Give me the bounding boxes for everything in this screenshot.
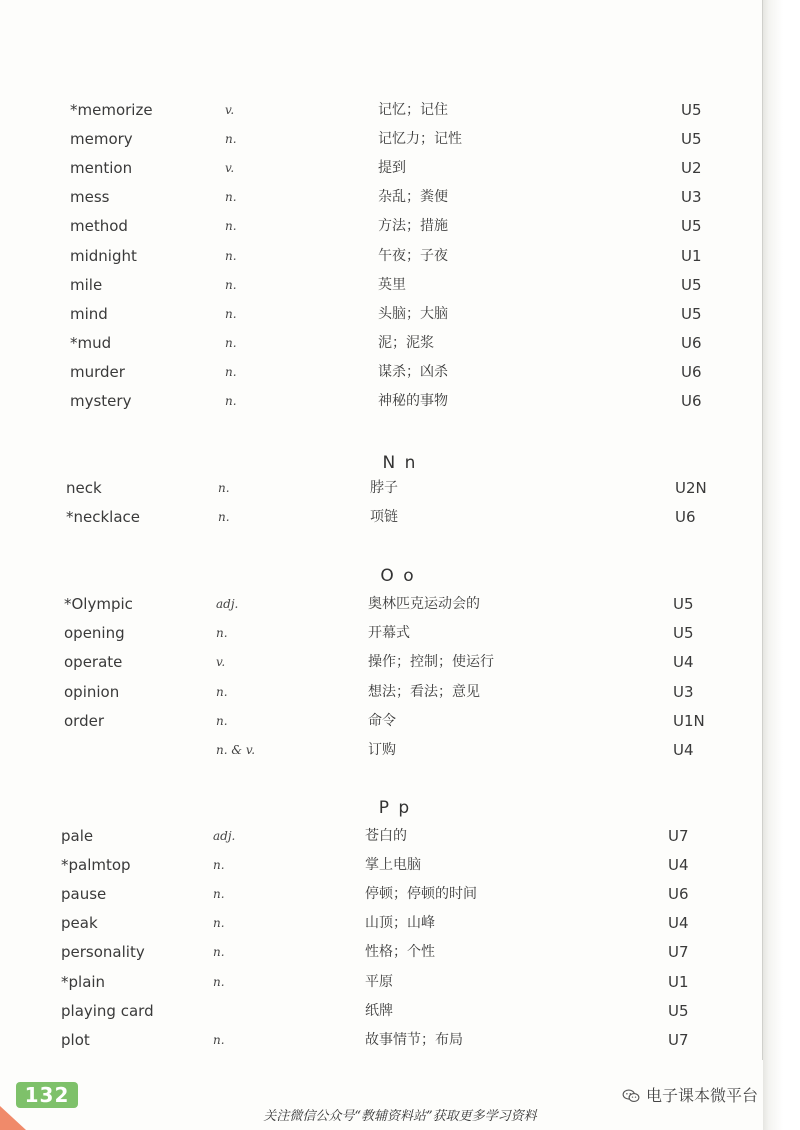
entry-part-of-speech: n.: [216, 626, 228, 641]
entry-unit: U4: [668, 856, 689, 875]
glossary-entry: [0, 301, 763, 327]
watermark-text: 电子课本微平台: [646, 1086, 759, 1105]
glossary-entry: [0, 620, 763, 646]
glossary-entry: [0, 910, 763, 936]
entry-meaning: 泥；泥浆: [378, 334, 434, 351]
entry-unit: U6: [668, 885, 689, 904]
entry-meaning: 掌上电脑: [365, 857, 421, 874]
entry-unit: U5: [681, 304, 702, 323]
entry-unit: U2: [681, 159, 702, 178]
entry-meaning: 记忆；记住: [378, 102, 448, 118]
entry-word: *necklace: [66, 508, 141, 526]
entry-unit: U6: [681, 333, 702, 352]
entry-unit: U5: [681, 130, 702, 149]
glossary-entry: [0, 881, 763, 907]
entry-unit: U2N: [675, 479, 707, 497]
page-number: 132: [16, 1082, 78, 1108]
entry-part-of-speech: n.: [225, 394, 237, 408]
entry-unit: U6: [681, 392, 702, 410]
glossary-entry: [0, 679, 763, 705]
entry-meaning: 性格；个性: [365, 944, 435, 961]
entry-part-of-speech: v.: [225, 161, 235, 176]
entry-part-of-speech: n.: [213, 974, 225, 989]
entry-unit: U7: [668, 943, 689, 962]
glossary-entry: [0, 969, 763, 995]
entry-word: playing card: [61, 1001, 154, 1020]
entry-meaning: 提到: [378, 160, 406, 177]
entry-unit: U5: [668, 1001, 689, 1020]
glossary-entry: [0, 737, 763, 763]
wechat-icon: [622, 1087, 640, 1105]
glossary-entry: [0, 213, 763, 239]
entry-unit: U5: [681, 275, 702, 294]
entry-unit: U5: [681, 217, 702, 236]
entry-part-of-speech: n.: [216, 713, 228, 728]
entry-word: opinion: [64, 682, 120, 701]
glossary-entry: [0, 823, 763, 849]
entry-meaning: 订购: [368, 742, 396, 758]
entry-word: mind: [70, 304, 108, 323]
entry-part-of-speech: n.: [225, 364, 237, 379]
entry-meaning: 项链: [370, 509, 398, 525]
entry-word: midnight: [70, 246, 137, 265]
entry-part-of-speech: n.: [225, 190, 237, 205]
entry-word: operate: [64, 653, 123, 672]
entry-part-of-speech: v.: [216, 655, 226, 670]
entry-meaning: 谋杀；凶杀: [378, 363, 448, 380]
entry-unit: U4: [668, 914, 689, 933]
entry-meaning: 杂乱；粪便: [378, 189, 448, 206]
entry-meaning: 故事情节；布局: [365, 1031, 463, 1048]
entry-meaning: 方法；措施: [378, 218, 448, 235]
section-heading: O o: [380, 566, 416, 586]
entry-meaning: 神秘的事物: [378, 393, 448, 409]
glossary-entry: [0, 155, 763, 181]
entry-part-of-speech: n.: [225, 132, 237, 147]
entry-unit: U3: [681, 188, 702, 207]
entry-meaning: 操作；控制；使运行: [368, 654, 494, 671]
entry-part-of-speech: n.: [225, 219, 237, 234]
glossary-entry: [0, 388, 763, 414]
entry-meaning: 平原: [365, 973, 393, 990]
entry-meaning: 命令: [368, 712, 396, 729]
entry-part-of-speech: n.: [218, 481, 230, 495]
entry-unit: U1N: [673, 711, 705, 730]
entry-word: peak: [61, 914, 98, 933]
entry-part-of-speech: n.: [213, 1032, 225, 1047]
glossary-entry: [0, 649, 763, 675]
entry-part-of-speech: n.: [213, 945, 225, 960]
entry-unit: U5: [673, 595, 694, 613]
entry-meaning: 奥林匹克运动会的: [368, 596, 480, 612]
entry-unit: U6: [675, 508, 696, 526]
watermark: [622, 1085, 758, 1107]
entry-meaning: 开幕式: [368, 625, 410, 642]
glossary-entry: [0, 1027, 763, 1053]
entry-meaning: 纸牌: [365, 1002, 393, 1019]
entry-word: neck: [66, 479, 102, 497]
entry-unit: U7: [668, 1030, 689, 1049]
glossary-entry: [0, 126, 763, 152]
page-spine-shadow: [763, 0, 800, 1130]
entry-part-of-speech: n.: [225, 277, 237, 292]
entry-meaning: 头脑；大脑: [378, 305, 448, 322]
entry-word: murder: [70, 362, 125, 381]
entry-meaning: 山顶；山峰: [365, 915, 435, 932]
entry-part-of-speech: n.: [225, 306, 237, 321]
glossary-entry: [0, 708, 763, 734]
entry-part-of-speech: n.: [225, 335, 237, 350]
entry-unit: U6: [681, 362, 702, 381]
entry-word: mile: [70, 275, 103, 294]
entry-part-of-speech: n.: [213, 916, 225, 931]
entry-word: order: [64, 711, 104, 730]
section-heading: P p: [378, 798, 412, 818]
entry-unit: U1: [681, 246, 702, 265]
entry-meaning: 英里: [378, 276, 406, 293]
entry-word: personality: [61, 943, 145, 962]
entry-part-of-speech: n.: [225, 248, 237, 263]
glossary-entry: [0, 97, 763, 123]
glossary-entry: [0, 359, 763, 385]
entry-unit: U5: [673, 624, 694, 643]
entry-word: plot: [61, 1030, 90, 1049]
entry-word: *palmtop: [61, 856, 131, 875]
glossary-entry: [0, 243, 763, 269]
entry-part-of-speech: n.: [213, 858, 225, 873]
entry-word: method: [70, 217, 128, 236]
entry-unit: U7: [668, 827, 689, 845]
entry-word: *mud: [70, 333, 112, 352]
entry-unit: U1: [668, 972, 689, 991]
entry-word: pause: [61, 885, 107, 904]
entry-part-of-speech: n.: [216, 684, 228, 699]
entry-word: *Olympic: [64, 595, 133, 613]
glossary-entry: [0, 591, 763, 617]
entry-word: opening: [64, 624, 125, 643]
entry-part-of-speech: adj.: [216, 597, 239, 611]
glossary-entry: [0, 330, 763, 356]
entry-meaning: 苍白的: [365, 828, 407, 844]
entry-unit: U4: [673, 741, 694, 759]
entry-word: *plain: [61, 972, 106, 991]
glossary-entry: [0, 504, 763, 530]
entry-part-of-speech: n. & v.: [216, 743, 256, 757]
glossary-entry: [0, 852, 763, 878]
entry-word: mystery: [70, 392, 132, 410]
entry-word: pale: [61, 827, 94, 845]
entry-part-of-speech: adj.: [213, 829, 236, 843]
entry-meaning: 午夜；子夜: [378, 247, 448, 264]
glossary-entry: [0, 998, 763, 1024]
entry-unit: U3: [673, 682, 694, 701]
entry-unit: U4: [673, 653, 694, 672]
entry-meaning: 脖子: [370, 480, 398, 496]
section-heading: N n: [382, 453, 418, 473]
entry-part-of-speech: n.: [213, 887, 225, 902]
entry-meaning: 想法；看法；意见: [368, 683, 480, 700]
entry-unit: U5: [681, 101, 702, 119]
footer-note: 关注微信公众号“教辅资料站”获取更多学习资料: [263, 1109, 537, 1124]
entry-meaning: 停顿；停顿的时间: [365, 886, 477, 903]
entry-part-of-speech: v.: [225, 103, 235, 117]
glossary-entry: [0, 939, 763, 965]
glossary-entry: [0, 475, 763, 501]
entry-word: mess: [70, 188, 110, 207]
entry-meaning: 记忆力；记性: [378, 131, 462, 148]
entry-word: mention: [70, 159, 133, 178]
entry-word: *memorize: [70, 101, 153, 119]
entry-part-of-speech: n.: [218, 510, 230, 524]
glossary-entry: [0, 272, 763, 298]
glossary-entry: [0, 184, 763, 210]
entry-word: memory: [70, 130, 133, 149]
